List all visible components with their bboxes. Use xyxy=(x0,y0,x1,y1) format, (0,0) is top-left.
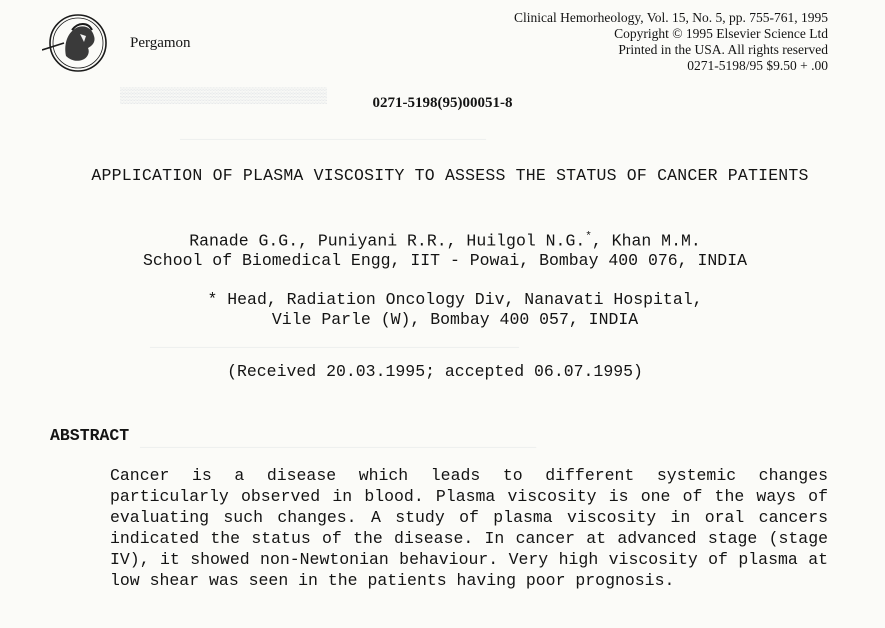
footnote-marker: * xyxy=(585,231,592,243)
paper-title: APPLICATION OF PLASMA VISCOSITY TO ASSESS THE STATUS OF CANCER PATIENTS xyxy=(91,166,809,185)
document-page: ▒▒▒▒▒▒▒▒▒▒▒▒▒▒▒▒▒▒▒▒▒▒▒ ────────────────────────────────── ───────────────────────────────────────── ──────────────────────────────────────────── Pergamon Clinical Hemorheology, Vol. 15, No. 5, pp. 755-761, 1995 Copyright © 1995 Elsevier Science Ltd Printed in the USA. All rights reserved 0271-5198/95 $9.50 + .00 0271-5198(95)00051-8 APPLICATION OF PLASMA VISCOSITY TO ASSESS THE STATUS OF CANCER PATIENTS Ranade G.G., Puniyani R.R., Huilgol N.G.*, Khan M.M. School of Biomedical Engg, IIT - Powai, Bombay 400 076, INDIA * Head, Radiation Oncology Div, Nanavati Hospital, Vile Parle (W), Bombay 400 057, INDIA (Received 20.03.1995; accepted 06.07.1995) ABSTRACT Cancer is a disease which leads to different systemic changes particularly observed in blood. Plasma viscosity is one of the ways of evaluating such changes. A study of plasma viscosity in oral cancers indicated the status of the disease. In cancer at advanced stage (stage IV), it showed non-Newtonian behaviour. Very high viscosity of plasma at low shear was seen in the patients having poor prognosis. xyxy=(0,0,885,628)
affiliation-block xyxy=(40,290,870,329)
pergamon-logo-icon xyxy=(42,12,110,74)
author-names-part1: Ranade G.G., Puniyani R.R., Huilgol N.G. xyxy=(189,231,586,251)
article-identifier: 0271-5198(95)00051-8 xyxy=(372,95,513,111)
received-dates: (Received 20.03.1995; accepted 06.07.1995) xyxy=(227,362,643,381)
journal-line: Clinical Hemorheology, Vol. 15, No. 5, pp. 755-761, 1995 xyxy=(514,10,828,25)
abstract-body: Cancer is a disease which leads to different systemic changes particularly observed in blood. Plasma viscosity is one of the ways of evaluating such changes. A study of plasma viscosity in oral cancers indicated the status of the disease. In cancer at advanced stage (stage IV), it showed non-Newtonian behaviour. Very high viscosity of plasma at low shear was seen in the patients having poor prognosis. xyxy=(110,466,828,590)
publisher-name: Pergamon xyxy=(130,35,191,51)
affiliation-line-2: Vile Parle (W), Bombay 400 057, INDIA xyxy=(271,309,639,329)
printed-line: Printed in the USA. All rights reserved xyxy=(618,42,828,57)
author-names-part2: , Khan M.M. xyxy=(591,231,701,251)
institution-line: School of Biomedical Engg, IIT - Powai, Bombay 400 076, INDIA xyxy=(143,251,747,270)
author-block xyxy=(40,228,850,271)
price-line: 0271-5198/95 $9.50 + .00 xyxy=(687,58,828,73)
abstract-heading: ABSTRACT xyxy=(50,426,130,445)
journal-citation xyxy=(514,10,828,74)
author-names xyxy=(40,228,850,251)
copyright-line: Copyright © 1995 Elsevier Science Ltd xyxy=(614,26,828,41)
affiliation-line-1: * Head, Radiation Oncology Div, Nanavati Hospital, xyxy=(207,290,703,309)
